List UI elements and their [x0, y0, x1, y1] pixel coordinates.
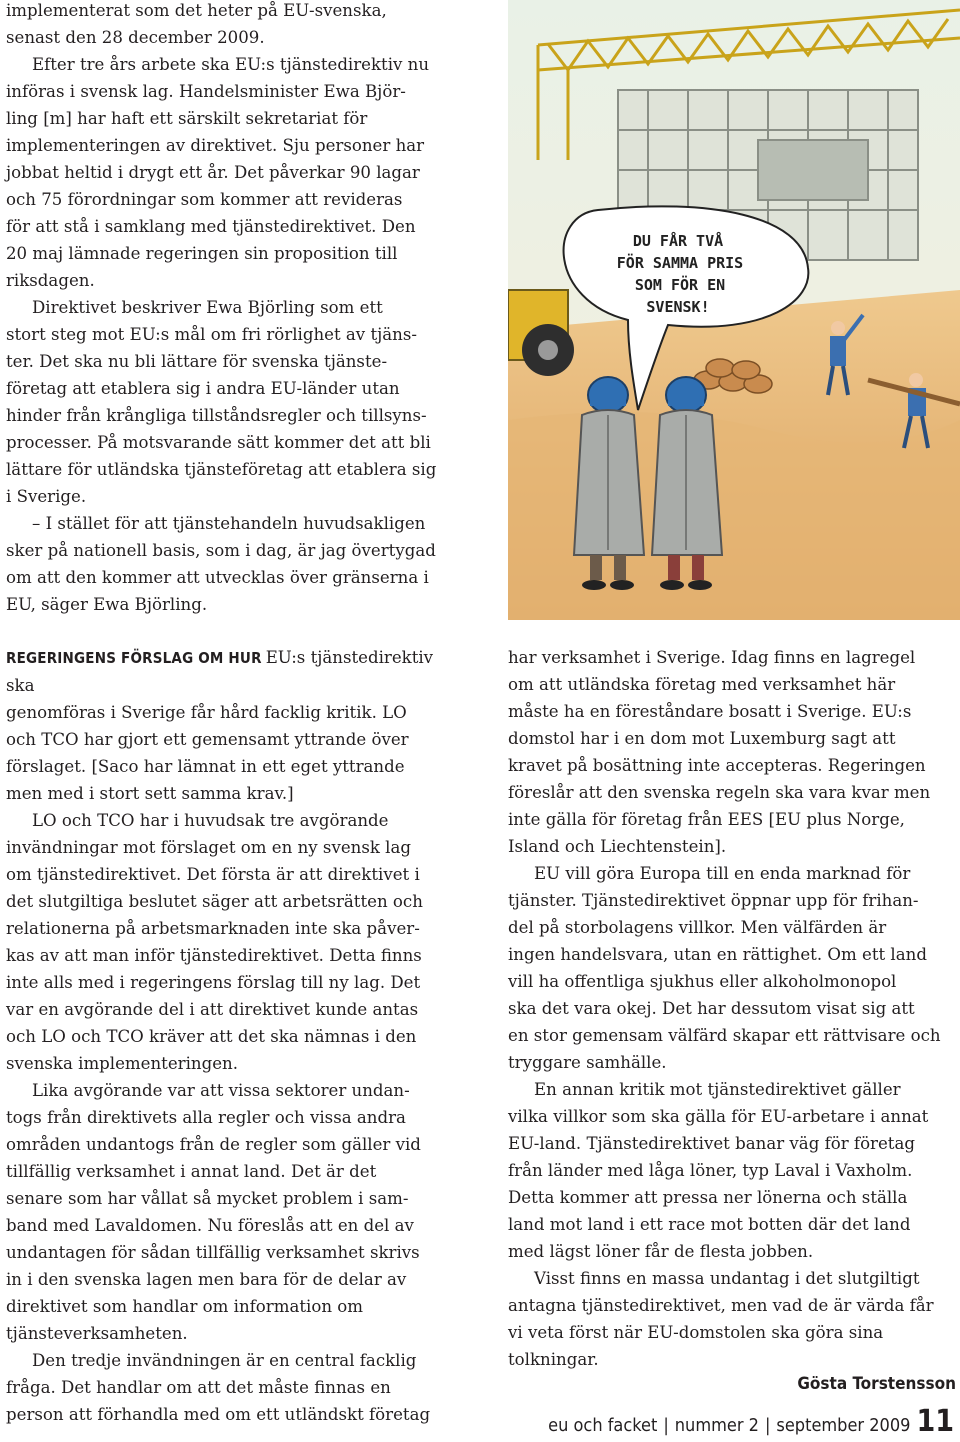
- publication-name: eu och facket: [548, 1415, 658, 1436]
- footer-divider: |: [764, 1415, 771, 1436]
- cartoon-illustration: [508, 0, 960, 620]
- paragraph: Den tredje invändningen är en central facklig fråga. Det handlar om att det måste finnas en person att förhandla med om ett utländskt företag: [6, 1351, 431, 1424]
- page-footer: [548, 1404, 954, 1438]
- article-left-column: [6, 644, 458, 1428]
- author-byline: Gösta Torstensson: [797, 1374, 956, 1394]
- lead-in-heading: REGERINGENS FÖRSLAG OM HUR: [6, 649, 262, 667]
- quote-paragraph: – I stället för att tjänstehandeln huvudsakligen sker på nationell basis, som i dag, är jag övertygad om att den kommer att utvecklas över gränserna i EU, säger Ewa Björling.: [6, 514, 436, 614]
- svg-text:DU FÅR TVÅ: DU FÅR TVÅ: [632, 232, 724, 250]
- paragraph: implementerat som det heter på EU-svenska, senast den 28 december 2009.: [6, 1, 387, 47]
- lead-text: EU:s tjänstedirektiv ska genomföras i Sverige får hård facklig kritik. LO och TCO har gjort ett gemensamt yttrande över förslaget. [Saco har lämnat in ett eget yttrande men med i stort sett samma krav.]: [6, 648, 434, 803]
- paragraph: En annan kritik mot tjänstedirektivet gäller vilka villkor som ska gälla för EU-arbetare i annat EU-land. Tjänstedirektivet banar väg för företag från länder med låga löner, typ Laval i Vaxholm. Detta kommer att pressa ner lönerna och ställa land mot land i ett race mot botten där det land med lägst löner får de flesta jobben.: [508, 1080, 929, 1261]
- paragraph: Visst finns en massa undantag i det slutgiltigt antagna tjänstedirektivet, men vad de är värda får vi veta först när EU-domstolen ska göra sina tolkningar.: [508, 1269, 934, 1369]
- paragraph: Lika avgörande var att vissa sektorer undan- togs från direktivets alla regler och vissa andra områden undantogs från de regler som gäller vid tillfällig verksamhet i annat land. Det är det senare som har vållat så mycket problem i sam- band med Lavaldomen. Nu föreslås att en del av undantagen för sådan tillfällig verksamhet skrivs in i den svenska lagen men bara för de delar av direktivet som handlar om information om tjänsteverksamheten.: [6, 1081, 421, 1343]
- paragraph: EU vill göra Europa till en enda marknad för tjänster. Tjänstedirektivet öppnar upp för frihan- del på storbolagens villkor. Men välfärden är ingen handelsvara, utan en rättighet. Om ett land vill ha offentliga sjukhus eller alkoholmonopol ska det vara okej. Det har dessutom visat sig att en stor gemensam välfärd skapar ett rättvisare och tryggare samhälle.: [508, 864, 941, 1072]
- paragraph: Efter tre års arbete ska EU:s tjänstedirektiv nu införas i svensk lag. Handelsminister Ewa Björ- ling [m] har haft ett särskilt sekretariat för implementeringen av direktivet. Sju personer har jobbat heltid i drygt ett år. Det påverkar 90 lagar och 75 förordningar som kommer att revideras för att stå i samklang med tjänstedirektivet. Den 20 maj lämnade regeringen sin proposition till riksdagen.: [6, 55, 430, 290]
- svg-text:FÖR SAMMA PRIS: FÖR SAMMA PRIS: [616, 254, 744, 272]
- article-top-column: [6, 0, 458, 618]
- issue-date: september 2009: [776, 1415, 911, 1436]
- paragraph: Direktivet beskriver Ewa Björling som ett stort steg mot EU:s mål om fri rörlighet av tjäns- ter. Det ska nu bli lättare för svenska tjänste- företag att etablera sig i andra EU-länder utan hinder från krångliga tillståndsregler och tillsyns- processer. På motsvarande sätt kommer det att bli lättare för utländska tjänsteföretag att etablera sig i Sverige.: [6, 298, 437, 506]
- construction-cartoon: [508, 0, 960, 620]
- paragraph: LO och TCO har i huvudsak tre avgörande invändningar mot förslaget om en ny svensk lag om tjänstedirektivet. Det första är att direktivet i det slutgiltiga beslutet säger att arbetsrätten och relationerna på arbetsmarknaden inte ska påver- kas av att man inför tjänstedirektivet. Detta finns inte alls med i regeringens förslag till ny lag. Det var en avgörande del i att direktivet kunde antas och LO och TCO kräver att det ska nämnas i den svenska implementeringen.: [6, 811, 423, 1073]
- svg-text:SOM FÖR EN: SOM FÖR EN: [634, 276, 726, 294]
- paragraph: har verksamhet i Sverige. Idag finns en lagregel om att utländska företag med verksamhet här måste ha en föreståndare bosatt i Sverige. EU:s domstol har i en dom mot Luxemburg sagt att kravet på bosättning inte accepteras. Regeringen föreslår att den svenska regeln ska vara kvar men inte gälla för företag från EES [EU plus Norge, Island och Liechtenstein].: [508, 648, 931, 856]
- svg-text:SVENSK!: SVENSK!: [646, 298, 710, 316]
- article-right-column: [508, 644, 956, 1373]
- page-number: 11: [916, 1404, 954, 1439]
- lead-paragraph: [6, 644, 458, 807]
- footer-divider: |: [663, 1415, 669, 1436]
- issue-number: nummer 2: [674, 1415, 759, 1436]
